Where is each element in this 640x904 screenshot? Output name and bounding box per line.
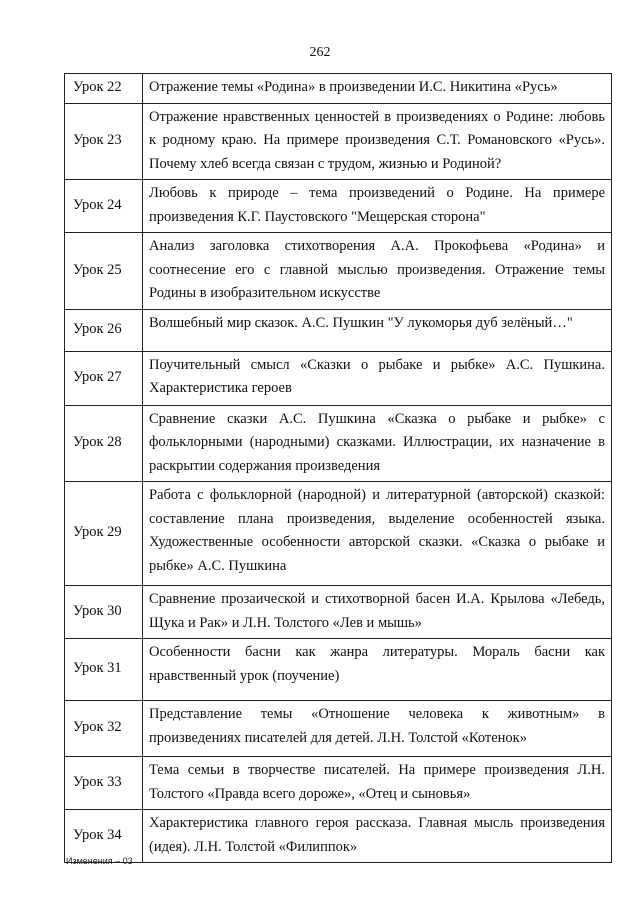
- lesson-number-cell: Урок 33: [65, 757, 143, 810]
- table-row: [65, 482, 612, 586]
- lesson-topic-cell: Работа с фольклорной (народной) и литературной (авторской) сказкой: составление плана произведения, выделение особенностей языка. Художественные особенности авторской сказки. «Сказка о рыбаке и рыбке» А.С. Пушкина: [143, 482, 612, 586]
- table-row: [65, 810, 612, 863]
- lesson-number-cell: Урок 34: [65, 810, 143, 863]
- lesson-number-cell: Урок 25: [65, 233, 143, 310]
- lesson-number-cell: Урок 24: [65, 180, 143, 233]
- page-number: 262: [309, 45, 331, 60]
- table-row: [65, 103, 612, 180]
- lesson-topic-cell: Сравнение прозаической и стихотворной басен И.А. Крылова «Лебедь, Щука и Рак» и Л.Н. Толстого «Лев и мышь»: [143, 586, 612, 639]
- table-row: [65, 180, 612, 233]
- footer-revision-note: Изменения – 03: [66, 856, 133, 866]
- lesson-topic-cell: Сравнение сказки А.С. Пушкина «Сказка о рыбаке и рыбке» с фольклорными (народными) сказками. Иллюстрации, их назначение в раскрытии содержания произведения: [143, 405, 612, 482]
- lesson-number-cell: Урок 26: [65, 309, 143, 351]
- lesson-topic-cell: Волшебный мир сказок. А.С. Пушкин "У лукоморья дуб зелёный…": [143, 309, 612, 351]
- table-row: [65, 233, 612, 310]
- table-row: [65, 757, 612, 810]
- lesson-number-cell: Урок 27: [65, 351, 143, 405]
- table-row: [65, 701, 612, 757]
- lesson-topic-cell: Особенности басни как жанра литературы. Мораль басни как нравственный урок (поучение): [143, 639, 612, 701]
- lesson-number-cell: Урок 32: [65, 701, 143, 757]
- table-row: [65, 405, 612, 482]
- lesson-topic-cell: Любовь к природе – тема произведений о Родине. На примере произведения К.Г. Паустовского "Мещерская сторона": [143, 180, 612, 233]
- lesson-number-cell: Урок 31: [65, 639, 143, 701]
- lesson-plan-table: [64, 73, 612, 863]
- lesson-number-cell: Урок 30: [65, 586, 143, 639]
- lesson-topic-cell: Характеристика главного героя рассказа. Главная мысль произведения (идея). Л.Н. Толстой «Филиппок»: [143, 810, 612, 863]
- lesson-number-cell: Урок 22: [65, 74, 143, 104]
- table-row: [65, 309, 612, 351]
- lesson-topic-cell: Представление темы «Отношение человека к животным» в произведениях писателей для детей. Л.Н. Толстой «Котенок»: [143, 701, 612, 757]
- lesson-topic-cell: Тема семьи в творчестве писателей. На примере произведения Л.Н. Толстого «Правда всего дороже», «Отец и сыновья»: [143, 757, 612, 810]
- lesson-topic-cell: Поучительный смысл «Сказки о рыбаке и рыбке» А.С. Пушкина. Характеристика героев: [143, 351, 612, 405]
- table-row: [65, 639, 612, 701]
- lesson-number-cell: Урок 29: [65, 482, 143, 586]
- table-row: [65, 74, 612, 104]
- table-row: [65, 586, 612, 639]
- lesson-number-cell: Урок 28: [65, 405, 143, 482]
- lesson-topic-cell: Отражение нравственных ценностей в произведениях о Родине: любовь к родному краю. На примере произведения С.Т. Романовского «Русь». Почему хлеб всегда связан с трудом, жизнью и Родиной?: [143, 103, 612, 180]
- lesson-topic-cell: Отражение темы «Родина» в произведении И.С. Никитина «Русь»: [143, 74, 612, 104]
- lesson-topic-cell: Анализ заголовка стихотворения А.А. Прокофьева «Родина» и соотнесение его с главной мыслью произведения. Отражение темы Родины в изобразительном искусстве: [143, 233, 612, 310]
- table-row: [65, 351, 612, 405]
- lesson-number-cell: Урок 23: [65, 103, 143, 180]
